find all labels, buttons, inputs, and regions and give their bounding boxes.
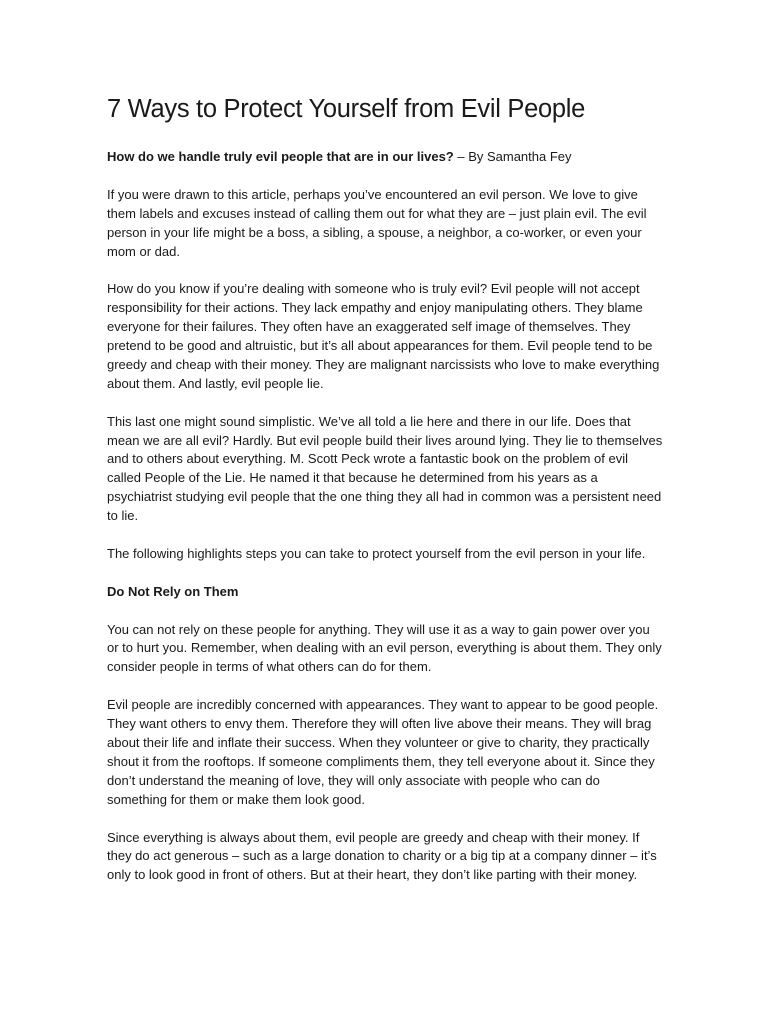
article-subtitle xyxy=(107,148,663,167)
paragraph-money: Since everything is always about them, evil people are greedy and cheap with their money. If they do act generous – such as a large donation to charity or a big tip at a company dinner – it’s only to look good in front of others. But at their heart, they don’t like parting with their money. xyxy=(107,829,657,883)
section-heading: Do Not Rely on Them xyxy=(107,583,239,599)
paragraph-highlights: The following highlights steps you can take to protect yourself from the evil person in your life. xyxy=(107,545,646,561)
paragraph-appearances: Evil people are incredibly concerned with appearances. They want to appear to be good people. They want others to envy them. Therefore they will often live above their means. They will brag about their life and inflate their success. When they volunteer or give to charity, they practically shout it from the rooftops. If someone compliments them, they tell everyone about it. Since they don’t understand the meaning of love, they will only associate with people who can do something for them or make them look good. xyxy=(107,697,659,807)
document-page xyxy=(107,92,663,904)
subtitle-byline: – By Samantha Fey xyxy=(453,149,572,164)
paragraph-intro: If you were drawn to this article, perhaps you’ve encountered an evil person. We love to give them labels and excuses instead of calling them out for what they are – just plain evil. The evil person in your life might be a boss, a sibling, a spouse, a neighbor, a co-worker, or even your mom or dad. xyxy=(107,186,647,259)
subtitle-question: How do we handle truly evil people that are in our lives? xyxy=(107,149,454,164)
paragraph-signs: How do you know if you’re dealing with someone who is truly evil? Evil people will not accept responsibility for their actions. They lack empathy and enjoy manipulating others. They blame everyone for their failures. They often have an exaggerated self image of themselves. They pretend to be good and altruistic, but it’s all about appearances for them. Evil people tend to be greedy and cheap with their money. They are malignant narcissists who love to make everything about them. And lastly, evil people lie. xyxy=(107,281,660,391)
paragraph-rely: You can not rely on these people for anything. They will use it as a way to gain power over you or to hurt you. Remember, when dealing with an evil person, everything is about them. They only consider people in terms of what others can do for them. xyxy=(107,621,662,675)
document-title: 7 Ways to Protect Yourself from Evil People xyxy=(107,95,585,123)
paragraph-lying: This last one might sound simplistic. We’ve all told a lie here and there in our life. Does that mean we are all evil? Hardly. But evil people build their lives around lying. They lie to themselves and to others about everything. M. Scott Peck wrote a fantastic book on the problem of evil called People of the Lie. He named it that because he determined from his years as a psychiatrist studying evil people that the one thing they all had in common was a persistent need to lie. xyxy=(107,413,663,524)
